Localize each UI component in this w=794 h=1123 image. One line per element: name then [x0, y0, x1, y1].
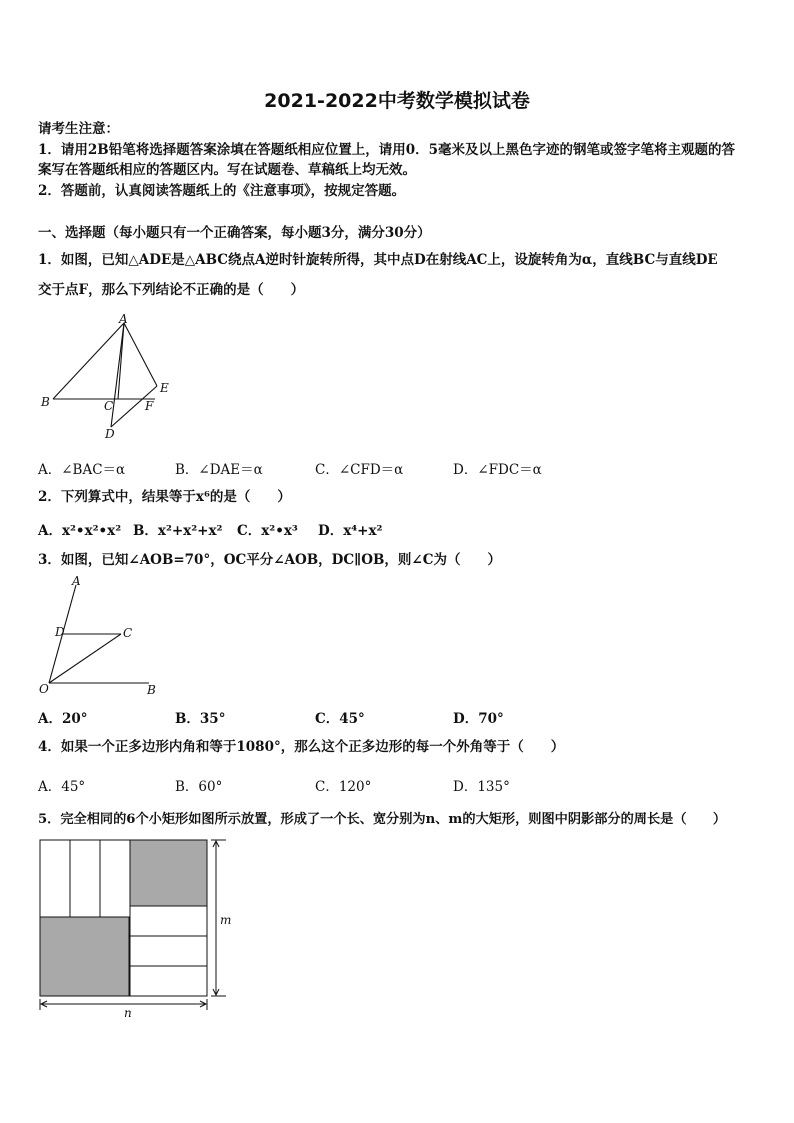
q1-option-c[interactable]: C．∠CFD＝α: [315, 462, 404, 478]
q3-label-d: D: [55, 625, 65, 639]
q2-option-a[interactable]: A．x²•x²•x²: [38, 523, 122, 539]
q2-stem: 2．下列算式中，结果等于x⁶的是（ ）: [38, 489, 291, 505]
q1-option-a[interactable]: A．∠BAC＝α: [38, 462, 126, 478]
q4-option-c[interactable]: C．120°: [315, 779, 372, 795]
q1-option-b[interactable]: B．∠DAE＝α: [175, 462, 263, 478]
q3-option-d[interactable]: D．70°: [453, 711, 504, 727]
page-title: 2021-2022中考数学模拟试卷: [264, 90, 530, 112]
q3-option-c[interactable]: C．45°: [315, 711, 365, 727]
q3-label-b: B: [147, 683, 156, 697]
section-heading: 一、选择题（每小题只有一个正确答案，每小题3分，满分30分）: [38, 225, 431, 241]
q1-figure: [30, 310, 180, 445]
notice-line-1a: 1．请用2B铅笔将选择题答案涂填在答题纸相应位置上，请用0．5毫米及以上黑色字迹的钢笔或签字笔将主观题的答: [38, 142, 735, 158]
q3-ray-oc: [49, 634, 121, 683]
q1-label-a: A: [119, 312, 128, 326]
q1-stem-line-b: 交于点F，那么下列结论不正确的是（ ）: [38, 282, 305, 298]
notice-line-2: 2．答题前，认真阅读答题纸上的《注意事项》，按规定答题。: [38, 183, 406, 199]
q3-option-a[interactable]: A．20°: [38, 711, 88, 727]
q5-label-m: m: [220, 913, 232, 927]
q3-label-o: O: [39, 682, 49, 696]
q3-stem: 3．如图，已知∠AOB=70°，OC平分∠AOB，DC∥OB，则∠C为（ ）: [38, 552, 501, 568]
q4-option-b[interactable]: B．60°: [175, 779, 223, 795]
q5-shaded-rect-top: [130, 840, 207, 906]
q1-label-e: E: [160, 381, 169, 395]
q5-figure: [30, 832, 240, 1022]
q1-label-d: D: [105, 427, 115, 441]
q4-option-a[interactable]: A．45°: [38, 779, 86, 795]
q2-option-d[interactable]: D．x⁴+x²: [318, 523, 383, 539]
q1-label-b: B: [41, 395, 50, 409]
q3-label-c: C: [123, 626, 133, 640]
q1-segment-ab: [53, 323, 124, 399]
q2-option-b[interactable]: B．x²+x²+x²: [133, 523, 223, 539]
notice-heading: 请考生注意：: [38, 121, 119, 137]
q1-stem-line-a: 1．如图，已知△ADE是△ABC绕点A逆时针旋转所得，其中点D在射线AC上，设旋转角为α，直线BC与直线DE: [38, 252, 718, 268]
q5-label-n: n: [124, 1006, 132, 1020]
q2-option-c[interactable]: C．x²•x³: [237, 523, 298, 539]
q3-label-a: A: [72, 574, 81, 588]
q1-label-c: C: [104, 399, 114, 413]
notice-line-1b: 案写在答题纸相应的答题区内。写在试题卷、草稿纸上均无效。: [38, 162, 416, 178]
q1-label-f: F: [145, 399, 154, 413]
q1-segment-ae: [124, 323, 157, 386]
q4-stem: 4．如果一个正多边形内角和等于1080°，那么这个正多边形的每一个外角等于（ ）: [38, 739, 565, 755]
q3-option-b[interactable]: B．35°: [175, 711, 226, 727]
q5-shaded-rect-bottom: [40, 917, 129, 996]
q3-figure: [34, 573, 169, 698]
q4-option-d[interactable]: D．135°: [453, 779, 510, 795]
q1-option-d[interactable]: D．∠FDC＝α: [453, 462, 542, 478]
q5-stem: 5．完全相同的6个小矩形如图所示放置，形成了一个长、宽分别为n、m的大矩形，则图中阴影部分的周长是（ ）: [38, 812, 727, 827]
